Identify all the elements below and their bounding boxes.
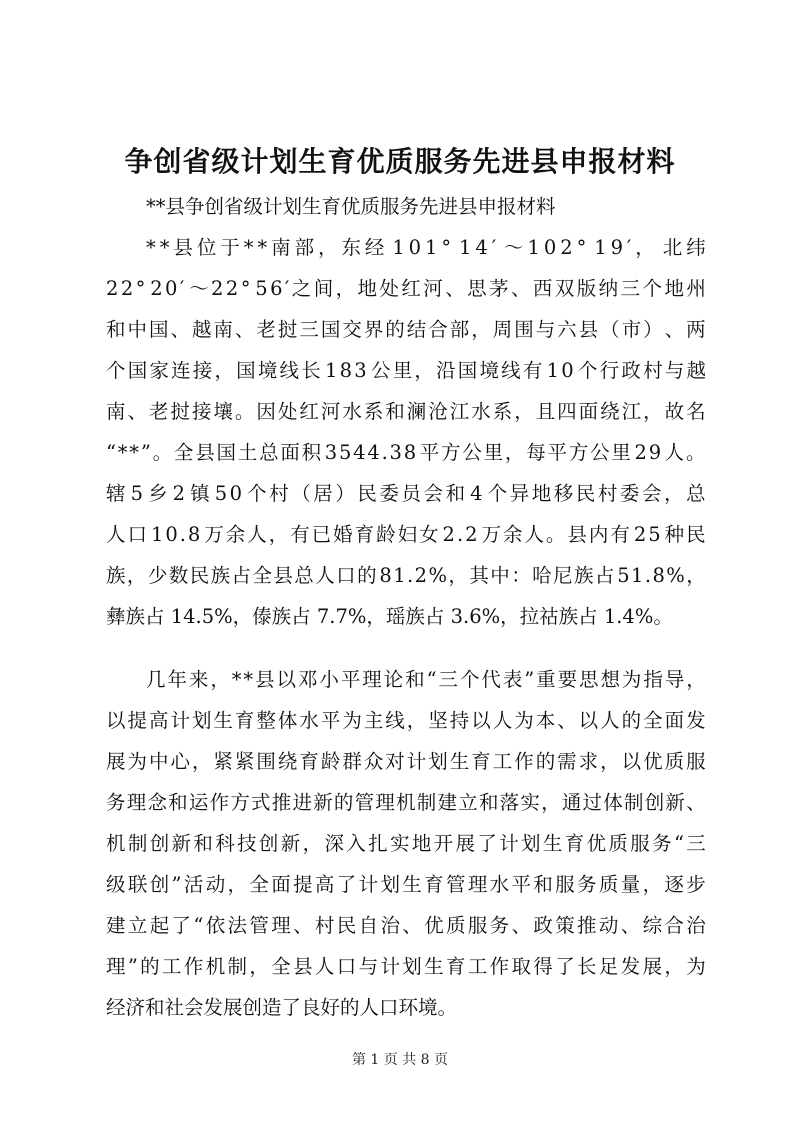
text-line: 彝族占 14.5%，傣族占 7.7%，瑶族占 3.6%，拉祜族占 1.4%。 [106, 605, 673, 628]
text-line: 南 、 老 挝 接 壤 。 因 处 红 河 水 系 和 澜 沧 江 水 系 ， 且 四 面 绕 江 ， 故 名 [106, 400, 706, 423]
text-line: * * 县 位 于 * * 南 部 ， 东 经 1 0 1 ° 1 4 ′ ～ 1 0 2 ° 1 9 ′ ， 北 纬 [146, 236, 706, 259]
subtitle-line [106, 186, 706, 227]
text-line: 机 制 创 新 和 科 技 创 新 ， 深 入 扎 实 地 开 展 了 计 划 生 育 优 质 服 务 “ 三 [106, 832, 706, 855]
text-line: “ * * ” 。 全 县 国 土 总 面 积 3 5 4 4 . 3 8 平 方 公 里 ， 每 平 方 公 里 2 9 人 。 [106, 441, 706, 464]
text-line: 族 ， 少 数 民 族 占 全 县 总 人 口 的 8 1 . 2 % ， 其 中 ： 哈 尼 族 占 5 1 . 8 % ， [106, 564, 706, 587]
text-line: 展 为 中 心 ， 紧 紧 围 绕 育 龄 群 众 对 计 划 生 育 工 作 的 需 求 ， 以 优 质 服 [106, 750, 706, 773]
text-line: 级 联 创 ” 活 动 ， 全 面 提 高 了 计 划 生 育 管 理 水 平 和 服 务 质 量 ， 逐 步 [106, 873, 706, 896]
text-line: 理 ” 的 工 作 机 制 ， 全 县 人 口 与 计 划 生 育 工 作 取 得 了 长 足 发 展 ， 为 [106, 955, 706, 978]
text-line: 经济和社会发展创造了良好的人口环境。 [106, 996, 458, 1019]
text-line: 2 2 ° 2 0 ′ ～ 2 2 ° 5 6 ′ 之 间 ， 地 处 红 河 、 思 茅 、 西 双 版 纳 三 个 地 州 [106, 277, 706, 300]
document-subtitle: **县争创省级计划生育优质服务先进县申报材料 [146, 195, 556, 218]
text-line: 几 年 来 ， * * 县 以 邓 小 平 理 论 和 “ 三 个 代 表 ” 重 要 思 想 为 指 导 ， [146, 668, 706, 691]
text-line: 辖 5 乡 2 镇 5 0 个 村 （ 居 ） 民 委 员 会 和 4 个 异 地 移 民 村 委 会 ， 总 [106, 482, 706, 505]
paragraph-achievements [106, 659, 706, 1028]
text-line: 务 理 念 和 运 作 方 式 推 进 新 的 管 理 机 制 建 立 和 落 实 ， 通 过 体 制 创 新 、 [106, 791, 706, 814]
text-line: 个 国 家 连 接 ， 国 境 线 长 1 8 3 公 里 ， 沿 国 境 线 有 1 0 个 行 政 村 与 越 [106, 359, 706, 382]
page-footer: 第 1 页 共 8 页 [351, 1052, 449, 1068]
text-line: 以 提 高 计 划 生 育 整 体 水 平 为 主 线 ， 坚 持 以 人 为 本 、 以 人 的 全 面 发 [106, 709, 706, 732]
paragraph-location [106, 227, 706, 637]
text-line: 人 口 1 0 . 8 万 余 人 ， 有 已 婚 育 龄 妇 女 2 . 2 万 余 人 。 县 内 有 2 5 种 民 [106, 523, 706, 546]
text-line: 建 立 起 了 “ 依 法 管 理 、 村 民 自 治 、 优 质 服 务 、 政 策 推 动 、 综 合 治 [106, 914, 706, 937]
document-title: 争创省级计划生育优质服务先进县申报材料 [124, 145, 676, 178]
document-body [106, 186, 706, 1028]
text-line: 和 中 国 、 越 南 、 老 挝 三 国 交 界 的 结 合 部 ， 周 围 与 六 县 （ 市 ） 、 两 [106, 318, 706, 341]
